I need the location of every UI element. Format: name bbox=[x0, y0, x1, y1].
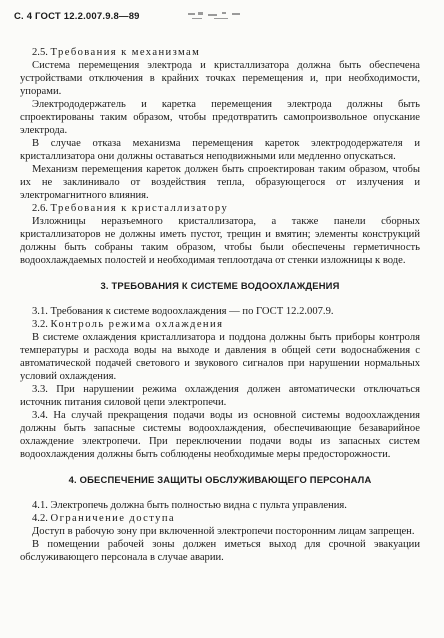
heading-section-4: 4. ОБЕСПЕЧЕНИЕ ЗАЩИТЫ ОБСЛУЖИВАЮЩЕГО ПЕРСОНАЛА bbox=[68, 474, 372, 485]
heading-section-3: 3. ТРЕБОВАНИЯ К СИСТЕМЕ ВОДООХЛАЖДЕНИЯ bbox=[100, 280, 340, 291]
paragraph: Система перемещения электрода и кристаллизатора должна быть обеспечена устройствами отключения в крайних точках перемещения и, при необходимости, упорами. bbox=[20, 60, 420, 97]
paragraph: Доступ в рабочую зону при включенной электропечи посторонним лицам запрещен. bbox=[32, 526, 415, 537]
paragraph: Электрододержатель и каретка перемещения электрода должны быть спроектированы таким образом, чтобы предотвратить самопроизвольное опускание электрода. bbox=[20, 99, 420, 136]
paragraph: В случае отказа механизма перемещения кареток электрододержателя и кристаллизатора они должны оставаться неподвижными или медленно опускаться. bbox=[20, 138, 420, 162]
paragraph: 3.3. При нарушении режима охлаждения должен автоматически отключаться источник питания силовой цепи электропечи. bbox=[20, 384, 420, 408]
paragraph: 3.4. На случай прекращения подачи воды из основной системы водоохлаждения должны быть запасные системы водоохлаждения, обеспечивающие безаварийное охлаждение электропечи. При переключении подачи воды из запасных систем водоохлаждения должны быть соблюдены необходимые меры предосторожности. bbox=[20, 410, 420, 460]
paragraph: В помещении рабочей зоны должен иметься выход для срочной эвакуации обслуживающего персонала в случае аварии. bbox=[20, 539, 420, 563]
faded-stamp bbox=[186, 10, 246, 22]
section-title-3-2: 3.2. Контроль режима охлаждения bbox=[32, 319, 224, 330]
paragraph: 3.1. Требования к системе водоохлаждения — по ГОСТ 12.2.007.9. bbox=[32, 306, 334, 317]
paragraph: Механизм перемещения кареток должен быть спроектирован таким образом, чтобы их не заклинивало от воздействия тепла, образующегося от излучения и электромагнитного влияния. bbox=[20, 164, 420, 201]
section-title-2-6: 2.6. Требования к кристаллизатору bbox=[32, 203, 229, 214]
document-body bbox=[20, 46, 420, 564]
paragraph: 4.1. Электропечь должна быть полностью видна с пульта управления. bbox=[32, 500, 347, 511]
section-title-2-5: 2.5. Требования к механизмам bbox=[32, 47, 201, 58]
paragraph: Изложницы неразъемного кристаллизатора, а также панели сборных кристаллизаторов не должны иметь пустот, трещин и вмятин; элементы конструкций должны быть собраны таким образом, чтобы были обеспечены герметичность водоохлаждаемых полостей и необходимая теплоотдача от стенки изложницы к воде. bbox=[20, 216, 420, 266]
section-title-4-2: 4.2. Ограничение доступа bbox=[32, 513, 176, 524]
page-header: С. 4 ГОСТ 12.2.007.9.8—89 bbox=[14, 11, 140, 22]
paragraph: В системе охлаждения кристаллизатора и поддона должны быть приборы контроля температуры и расхода воды на выходе и давления в общей сети водоснабжения с автоматической подачей светового и звукового сигналов при нарушении нормальных условий охлаждения. bbox=[20, 332, 420, 382]
